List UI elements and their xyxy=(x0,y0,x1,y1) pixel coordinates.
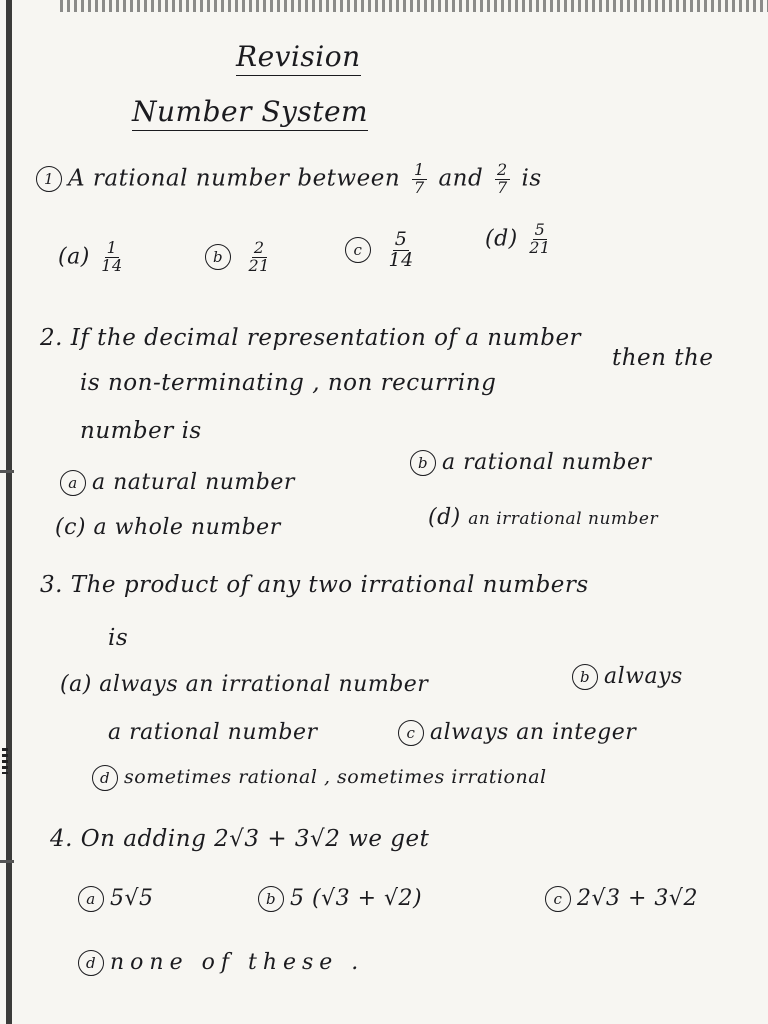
q3-option-d xyxy=(92,765,547,791)
q1-option-d xyxy=(485,222,555,257)
denominator: 14 xyxy=(388,248,414,271)
denominator: 7 xyxy=(413,177,425,197)
denominator: 21 xyxy=(529,237,551,257)
denominator: 14 xyxy=(101,255,123,275)
option-text: sometimes rational , sometimes irrational xyxy=(124,766,547,788)
ruled-header-strip xyxy=(60,0,768,12)
page-title: Revision xyxy=(236,40,361,76)
margin-line xyxy=(6,0,12,1024)
numerator: 1 xyxy=(413,160,425,179)
option-label: c xyxy=(345,237,371,263)
question-1-stem: A rational number between xyxy=(68,165,401,192)
q4-option-b xyxy=(258,886,422,912)
q1-option-c xyxy=(345,230,418,271)
option-label: a xyxy=(78,886,104,912)
q3-option-b-cont: a rational number xyxy=(108,720,318,745)
option-label: b xyxy=(258,886,284,912)
option-text: always an irrational number xyxy=(99,672,429,697)
option-text: a natural number xyxy=(92,470,295,495)
option-text: an irrational number xyxy=(468,509,659,529)
option-label: b xyxy=(410,450,436,476)
option-text: 5 (√3 + √2) xyxy=(290,886,423,911)
question-2-line-3: number is xyxy=(80,418,202,444)
q4-option-d xyxy=(78,950,364,976)
option-text: none of these . xyxy=(110,950,365,975)
question-3-line-2: is xyxy=(108,625,129,651)
option-label: (a) xyxy=(60,672,92,697)
is-text: is xyxy=(521,165,542,192)
q3-option-c xyxy=(398,720,636,746)
numerator: 5 xyxy=(534,220,546,239)
numerator: 5 xyxy=(394,228,408,250)
numerator: 1 xyxy=(106,238,118,257)
question-number: 1 xyxy=(36,166,62,192)
page-subtitle xyxy=(132,95,368,128)
option-label: (d) xyxy=(485,226,518,252)
option-label: (a) xyxy=(58,244,90,270)
q2-option-b xyxy=(410,450,652,476)
q1-option-a xyxy=(58,240,127,275)
question-2-line-2: is non-terminating , non recurring xyxy=(80,370,497,396)
q2-option-d xyxy=(428,505,658,530)
fraction xyxy=(389,230,414,271)
q3-option-b xyxy=(572,664,683,690)
and-text: and xyxy=(438,165,484,192)
question-1 xyxy=(36,162,542,197)
option-label: b xyxy=(205,244,231,270)
option-label: b xyxy=(572,664,598,690)
question-2-line-1: 2. If the decimal representation of a number xyxy=(40,325,582,351)
question-4-line-1: 4. On adding 2√3 + 3√2 we get xyxy=(50,826,430,852)
q4-option-a xyxy=(78,886,154,912)
option-label: (c) xyxy=(55,515,86,540)
fraction xyxy=(529,222,550,257)
fraction-2-7 xyxy=(495,162,510,197)
option-text: always xyxy=(604,664,683,689)
question-3-line-1: 3. The product of any two irrational numbers xyxy=(40,572,589,598)
option-text: a whole number xyxy=(93,515,281,540)
option-label: (d) xyxy=(428,505,461,530)
q3-option-a xyxy=(60,672,428,697)
option-text: 2√3 + 3√2 xyxy=(577,886,698,911)
option-text: always an integer xyxy=(430,720,637,745)
fraction xyxy=(101,240,122,275)
numerator: 2 xyxy=(253,238,265,257)
binding-dots xyxy=(2,748,8,774)
denominator: 7 xyxy=(497,177,508,197)
margin-mark xyxy=(0,860,14,863)
fraction-1-7 xyxy=(412,162,427,197)
q2-option-a xyxy=(60,470,295,496)
q1-option-b xyxy=(205,240,274,275)
q2-option-c xyxy=(55,515,281,540)
question-2-line-2-end: then the xyxy=(612,345,714,371)
fraction xyxy=(249,240,270,275)
q4-option-c xyxy=(545,886,698,912)
option-label: c xyxy=(545,886,571,912)
numerator: 2 xyxy=(497,160,508,179)
denominator: 21 xyxy=(248,255,270,275)
option-text: a rational number xyxy=(442,450,652,475)
option-text: 5√5 xyxy=(110,886,154,911)
option-label: a xyxy=(60,470,86,496)
option-label: d xyxy=(78,950,104,976)
option-label: d xyxy=(92,765,118,791)
subtitle-text: Number System xyxy=(132,95,368,131)
margin-mark xyxy=(0,470,14,473)
option-label: c xyxy=(398,720,424,746)
